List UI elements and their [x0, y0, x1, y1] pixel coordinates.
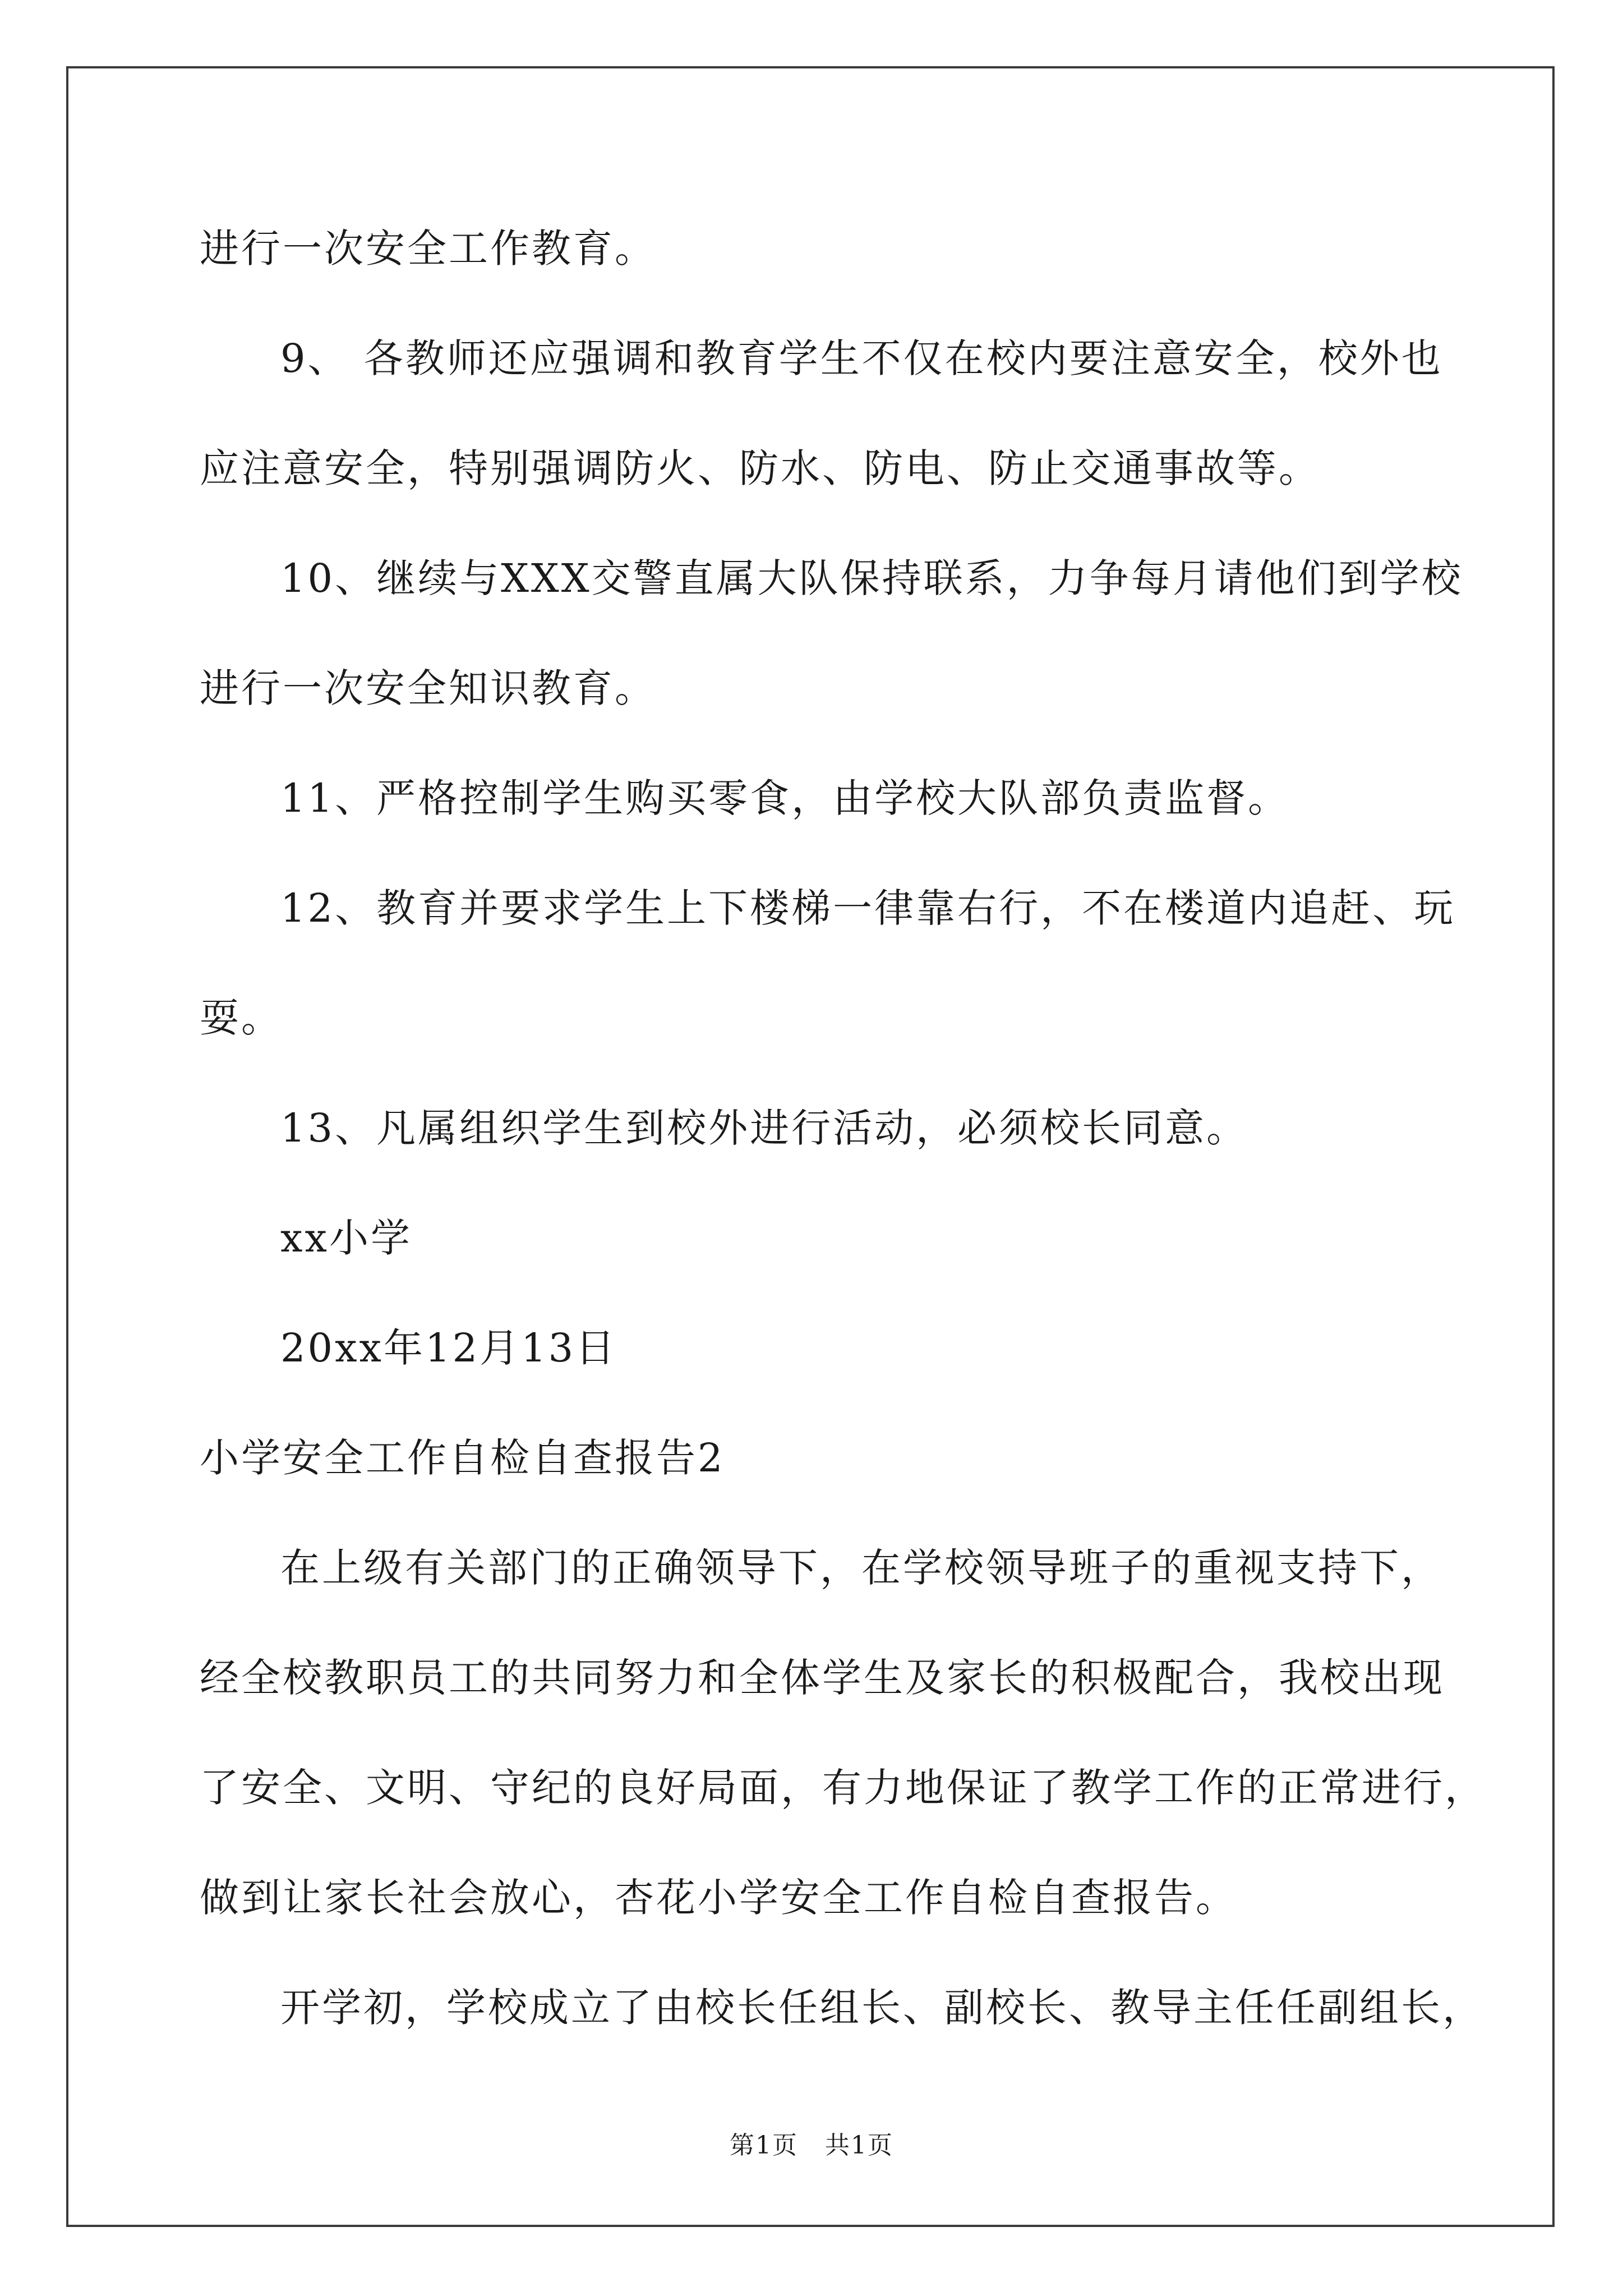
text-line: 进行一次安全工作教育。	[200, 226, 656, 272]
text-line: 13、凡属组织学生到校外进行活动，必须校长同意。	[280, 1105, 1248, 1151]
text-line: 做到让家长社会放心，杏花小学安全工作自检自查报告。	[200, 1875, 1237, 1921]
section-title: 小学安全工作自检自查报告2	[200, 1435, 725, 1481]
signature-school: xx小学	[280, 1215, 412, 1261]
text-line: 耍。	[200, 995, 283, 1041]
text-line: 经全校教职员工的共同努力和全体学生及家长的积极配合，我校出现	[200, 1655, 1445, 1701]
text-line: 开学初，学校成立了由校长任组长、副校长、教导主任任副组长，	[280, 1985, 1484, 2031]
text-line: 在上级有关部门的正确领导下，在学校领导班子的重视支持下，	[280, 1545, 1442, 1591]
text-line: 12、教育并要求学生上下楼梯一律靠右行，不在楼道内追赶、玩	[280, 885, 1456, 931]
page-footer: 第1页 共1页	[730, 2131, 893, 2160]
text-line: 10、继续与XXX交警直属大队保持联系，力争每月请他们到学校	[280, 555, 1463, 601]
text-line: 了安全、文明、守纪的良好局面，有力地保证了教学工作的正常进行，	[200, 1765, 1486, 1811]
signature-date: 20xx年12月13日	[280, 1325, 617, 1371]
text-line: 9、 各教师还应强调和教育学生不仅在校内要注意安全，校外也	[280, 335, 1443, 381]
text-line: 11、严格控制学生购买零食，由学校大队部负责监督。	[280, 775, 1290, 821]
text-line: 应注意安全，特别强调防火、防水、防电、防止交通事故等。	[200, 445, 1320, 491]
text-line: 进行一次安全知识教育。	[200, 665, 656, 711]
